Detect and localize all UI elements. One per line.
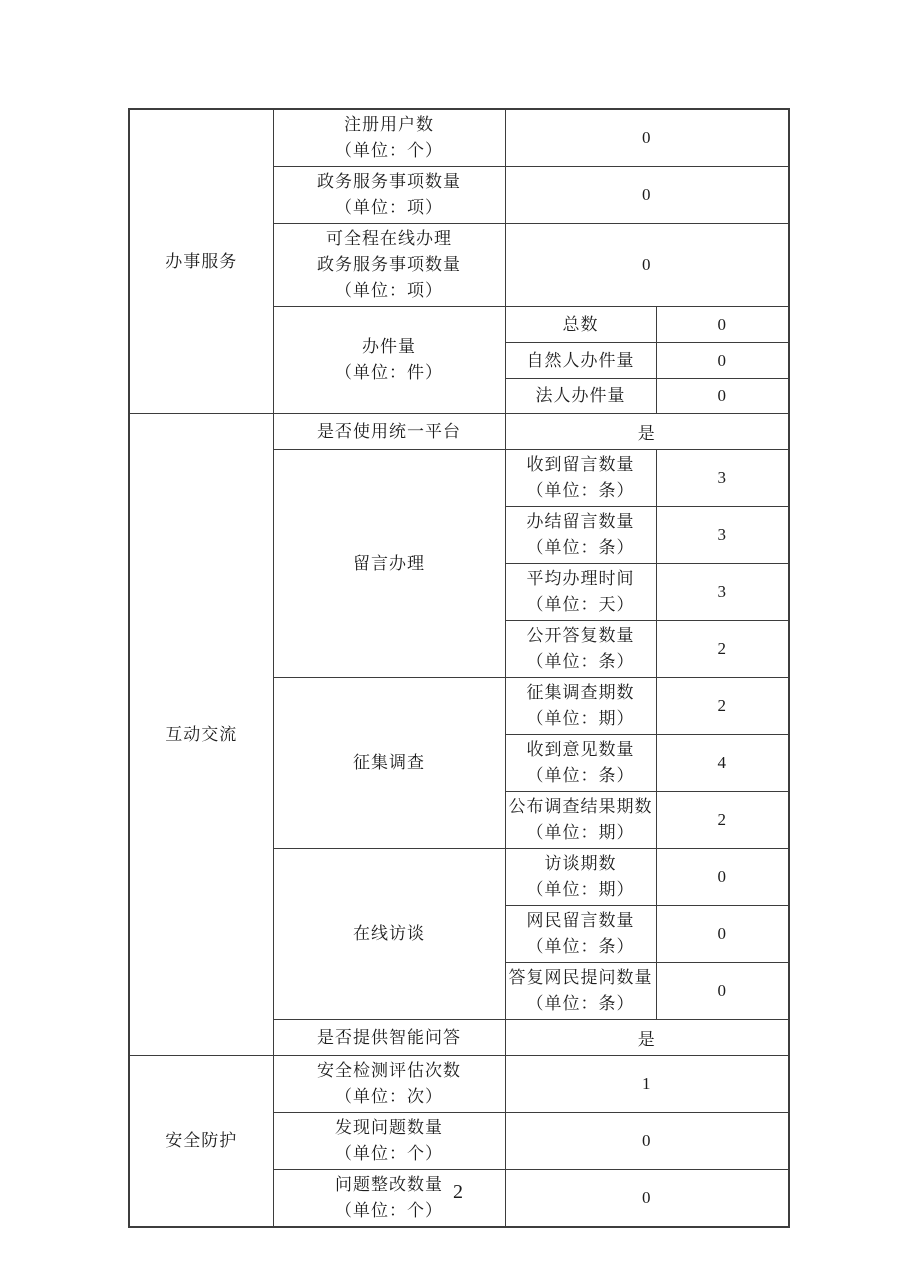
subitem-label-line: 收到留言数量 bbox=[526, 455, 635, 474]
item-unit-line: （单位：项） bbox=[335, 281, 443, 300]
subitem-label-line: 办结留言数量 bbox=[526, 512, 635, 531]
subitem-label-cell bbox=[505, 678, 656, 735]
value-cell: 0 bbox=[505, 167, 789, 224]
category-label: 互动交流 bbox=[165, 724, 238, 744]
item-label-line: 发现问题数量 bbox=[335, 1118, 443, 1137]
subitem-unit-line: （单位：期） bbox=[526, 880, 635, 899]
value-cell: 2 bbox=[656, 792, 789, 849]
value-cell: 是 bbox=[505, 1020, 789, 1056]
value-cell: 3 bbox=[656, 450, 789, 507]
table-row bbox=[129, 414, 789, 450]
value-cell: 0 bbox=[656, 343, 789, 379]
item-label-line: 可全程在线办理 bbox=[326, 229, 452, 248]
item-label-line: 是否使用统一平台 bbox=[317, 421, 461, 441]
value-cell: 4 bbox=[656, 735, 789, 792]
value-cell: 是 bbox=[505, 414, 789, 450]
category-cell-services bbox=[129, 109, 273, 414]
subitem-label-line: 收到意见数量 bbox=[526, 740, 635, 759]
item-unit-line: （单位：次） bbox=[335, 1087, 443, 1106]
value-cell: 2 bbox=[656, 678, 789, 735]
subitem-label-cell bbox=[505, 906, 656, 963]
group-label-cell bbox=[273, 678, 505, 849]
subitem-label-line: 法人办件量 bbox=[535, 386, 626, 405]
subitem-label-line: 公开答复数量 bbox=[526, 626, 635, 645]
item-label-cell bbox=[273, 167, 505, 224]
item-label-line: 安全检测评估次数 bbox=[317, 1061, 461, 1080]
category-cell-interaction bbox=[129, 414, 273, 1056]
group-label-cell bbox=[273, 849, 505, 1020]
subitem-unit-line: （单位：期） bbox=[526, 709, 635, 728]
subitem-label-cell bbox=[505, 307, 656, 343]
subitem-label-cell bbox=[505, 621, 656, 678]
group-label-line: 留言办理 bbox=[353, 553, 425, 573]
report-table bbox=[128, 108, 790, 1228]
item-label-line: 是否提供智能问答 bbox=[317, 1027, 461, 1047]
item-label-line: 政务服务事项数量 bbox=[317, 255, 461, 274]
subitem-label-line: 征集调查期数 bbox=[526, 683, 635, 702]
subitem-label-cell bbox=[505, 792, 656, 849]
subitem-label-cell bbox=[505, 564, 656, 621]
group-label-cell bbox=[273, 307, 505, 414]
table-row bbox=[129, 109, 789, 167]
value-cell: 3 bbox=[656, 564, 789, 621]
value-cell: 0 bbox=[656, 849, 789, 906]
subitem-label-line: 公布调查结果期数 bbox=[508, 797, 653, 816]
table-row bbox=[129, 1056, 789, 1113]
subitem-unit-line: （单位：条） bbox=[526, 937, 635, 956]
category-label: 安全防护 bbox=[165, 1131, 238, 1150]
subitem-label-line: 平均办理时间 bbox=[526, 569, 635, 588]
subitem-label-cell bbox=[505, 343, 656, 379]
subitem-unit-line: （单位：期） bbox=[526, 823, 635, 842]
subitem-label-line: 访谈期数 bbox=[544, 854, 617, 873]
value-cell: 1 bbox=[505, 1056, 789, 1113]
group-label-cell bbox=[273, 450, 505, 678]
group-label-line: 在线访谈 bbox=[353, 924, 425, 943]
item-label-line: 政务服务事项数量 bbox=[317, 172, 461, 191]
item-label-cell bbox=[273, 1020, 505, 1056]
value-cell: 0 bbox=[656, 379, 789, 414]
group-label-line: 办件量 bbox=[362, 337, 416, 356]
subitem-label-cell bbox=[505, 379, 656, 414]
subitem-label-line: 自然人办件量 bbox=[526, 350, 635, 370]
subitem-label-cell bbox=[505, 735, 656, 792]
page-number: 2 bbox=[453, 1181, 463, 1203]
item-label-line: 注册用户数 bbox=[344, 115, 434, 134]
value-cell: 2 bbox=[656, 621, 789, 678]
item-unit-line: （单位：个） bbox=[335, 1201, 443, 1220]
subitem-unit-line: （单位：条） bbox=[526, 481, 635, 500]
subitem-label-line: 总数 bbox=[562, 314, 599, 334]
subitem-unit-line: （单位：条） bbox=[526, 994, 635, 1013]
item-label-cell bbox=[273, 1056, 505, 1113]
subitem-unit-line: （单位：条） bbox=[526, 538, 635, 557]
item-unit-line: （单位：个） bbox=[335, 1144, 443, 1163]
subitem-label-line: 答复网民提问数量 bbox=[508, 968, 653, 987]
subitem-label-cell bbox=[505, 849, 656, 906]
item-unit-line: （单位：个） bbox=[335, 141, 443, 160]
value-cell: 0 bbox=[505, 224, 789, 307]
item-unit-line: （单位：项） bbox=[335, 198, 443, 217]
item-label-cell bbox=[273, 224, 505, 307]
subitem-label-cell bbox=[505, 963, 656, 1020]
value-cell: 0 bbox=[505, 109, 789, 167]
subitem-unit-line: （单位：天） bbox=[526, 595, 635, 614]
category-label: 办事服务 bbox=[165, 251, 238, 271]
value-cell: 0 bbox=[656, 963, 789, 1020]
value-cell: 0 bbox=[505, 1170, 789, 1228]
item-label-cell bbox=[273, 1113, 505, 1170]
value-cell: 0 bbox=[656, 906, 789, 963]
subitem-unit-line: （单位：条） bbox=[526, 652, 635, 671]
subitem-label-cell bbox=[505, 507, 656, 564]
group-unit-line: （单位：件） bbox=[335, 363, 443, 382]
subitem-unit-line: （单位：条） bbox=[526, 766, 635, 785]
value-cell: 3 bbox=[656, 507, 789, 564]
value-cell: 0 bbox=[656, 307, 789, 343]
item-label-cell bbox=[273, 414, 505, 450]
item-label-line: 问题整改数量 bbox=[335, 1175, 443, 1194]
group-label-line: 征集调查 bbox=[353, 753, 425, 772]
subitem-label-cell bbox=[505, 450, 656, 507]
item-label-cell bbox=[273, 109, 505, 167]
subitem-label-line: 网民留言数量 bbox=[526, 911, 635, 930]
value-cell: 0 bbox=[505, 1113, 789, 1170]
